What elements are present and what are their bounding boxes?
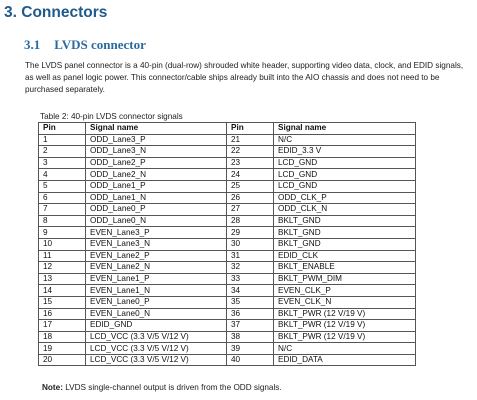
cell-pin-left: 10 (39, 238, 86, 250)
cell-pin-left: 20 (39, 354, 86, 366)
cell-signal-left: ODD_Lane2_N (86, 169, 227, 181)
cell-signal-left: ODD_Lane1_P (86, 180, 227, 192)
table-row (39, 215, 416, 227)
cell-pin-left: 8 (39, 215, 86, 227)
table-row (39, 238, 416, 250)
table-row (39, 169, 416, 181)
cell-signal-left: EVEN_Lane0_N (86, 308, 227, 320)
header-signal-right: Signal name (274, 123, 416, 135)
table-row (39, 343, 416, 355)
subsection-number: 3.1 (24, 37, 41, 52)
cell-pin-left: 18 (39, 331, 86, 343)
cell-signal-right: N/C (274, 134, 416, 146)
cell-signal-right: ODD_CLK_P (274, 192, 416, 204)
table-row (39, 331, 416, 343)
cell-pin-right: 38 (227, 331, 274, 343)
subsection-title: LVDS connector (54, 37, 146, 52)
cell-signal-left: EDID_GND (86, 320, 227, 332)
header-signal-left: Signal name (86, 123, 227, 135)
cell-pin-left: 2 (39, 146, 86, 158)
table-row (39, 250, 416, 262)
cell-signal-left: ODD_Lane3_N (86, 146, 227, 158)
cell-pin-left: 9 (39, 227, 86, 239)
table-caption: Table 2: 40-pin LVDS connector signals (40, 112, 183, 121)
cell-signal-left: EVEN_Lane1_N (86, 285, 227, 297)
table-row (39, 180, 416, 192)
section-number: 3. (4, 4, 17, 21)
cell-pin-right: 36 (227, 308, 274, 320)
cell-signal-left: LCD_VCC (3.3 V/5 V/12 V) (86, 343, 227, 355)
intro-paragraph: The LVDS panel connector is a 40-pin (dual-row) shrouded white header, supporting video data, clock, and EDID signals, as well as panel logic power. This connector/cable ships already built into the AIO chassis and does not need to be purchased separately. (25, 61, 464, 95)
header-pin-right: Pin (227, 123, 274, 135)
section-title: Connectors (21, 4, 108, 21)
cell-signal-right: N/C (274, 343, 416, 355)
cell-signal-right: BKLT_GND (274, 227, 416, 239)
cell-pin-left: 1 (39, 134, 86, 146)
table-row (39, 273, 416, 285)
cell-pin-right: 28 (227, 215, 274, 227)
cell-pin-left: 5 (39, 180, 86, 192)
cell-pin-right: 22 (227, 146, 274, 158)
cell-signal-left: ODD_Lane0_P (86, 204, 227, 216)
cell-pin-right: 30 (227, 238, 274, 250)
cell-pin-right: 31 (227, 250, 274, 262)
cell-pin-left: 15 (39, 296, 86, 308)
cell-signal-left: EVEN_Lane0_P (86, 296, 227, 308)
cell-pin-left: 14 (39, 285, 86, 297)
cell-signal-left: EVEN_Lane3_N (86, 238, 227, 250)
cell-signal-right: BKLT_ENABLE (274, 262, 416, 274)
table-row (39, 296, 416, 308)
table-row (39, 262, 416, 274)
table-row (39, 308, 416, 320)
cell-pin-left: 3 (39, 157, 86, 169)
table-row (39, 204, 416, 216)
table-row (39, 146, 416, 158)
cell-signal-left: EVEN_Lane1_P (86, 273, 227, 285)
cell-pin-right: 29 (227, 227, 274, 239)
header-pin-left: Pin (39, 123, 86, 135)
cell-signal-right: ODD_CLK_N (274, 204, 416, 216)
cell-pin-right: 33 (227, 273, 274, 285)
note (42, 383, 282, 392)
cell-signal-left: ODD_Lane0_N (86, 215, 227, 227)
pin-table-body (39, 134, 416, 366)
cell-signal-right: EDID_CLK (274, 250, 416, 262)
table-row (39, 157, 416, 169)
cell-signal-right: EDID_3.3 V (274, 146, 416, 158)
table-row (39, 192, 416, 204)
cell-pin-right: 25 (227, 180, 274, 192)
cell-pin-right: 27 (227, 204, 274, 216)
table-row (39, 354, 416, 366)
section-heading (4, 4, 107, 22)
cell-signal-right: EDID_DATA (274, 354, 416, 366)
cell-signal-right: EVEN_CLK_P (274, 285, 416, 297)
cell-pin-right: 23 (227, 157, 274, 169)
cell-pin-right: 35 (227, 296, 274, 308)
cell-pin-left: 19 (39, 343, 86, 355)
cell-signal-right: LCD_GND (274, 180, 416, 192)
cell-pin-left: 13 (39, 273, 86, 285)
cell-signal-left: LCD_VCC (3.3 V/5 V/12 V) (86, 354, 227, 366)
cell-signal-right: LCD_GND (274, 169, 416, 181)
cell-signal-left: LCD_VCC (3.3 V/5 V/12 V) (86, 331, 227, 343)
cell-signal-left: EVEN_Lane2_N (86, 262, 227, 274)
subsection-heading (24, 37, 146, 53)
table-row (39, 134, 416, 146)
cell-pin-left: 4 (39, 169, 86, 181)
cell-pin-right: 26 (227, 192, 274, 204)
cell-pin-right: 40 (227, 354, 274, 366)
cell-pin-left: 12 (39, 262, 86, 274)
cell-pin-left: 17 (39, 320, 86, 332)
cell-pin-left: 11 (39, 250, 86, 262)
cell-signal-left: EVEN_Lane3_P (86, 227, 227, 239)
note-label: Note: (42, 383, 63, 392)
cell-signal-left: ODD_Lane1_N (86, 192, 227, 204)
cell-signal-left: ODD_Lane3_P (86, 134, 227, 146)
cell-pin-right: 39 (227, 343, 274, 355)
cell-pin-right: 24 (227, 169, 274, 181)
cell-pin-right: 21 (227, 134, 274, 146)
cell-signal-right: BKLT_PWR (12 V/19 V) (274, 320, 416, 332)
cell-signal-right: LCD_GND (274, 157, 416, 169)
cell-pin-right: 34 (227, 285, 274, 297)
cell-signal-right: BKLT_GND (274, 238, 416, 250)
cell-signal-right: BKLT_PWM_DIM (274, 273, 416, 285)
pin-table (38, 122, 416, 366)
table-header-row (39, 123, 416, 135)
cell-signal-right: BKLT_PWR (12 V/19 V) (274, 331, 416, 343)
cell-pin-right: 32 (227, 262, 274, 274)
cell-signal-right: EVEN_CLK_N (274, 296, 416, 308)
cell-signal-right: BKLT_GND (274, 215, 416, 227)
cell-pin-left: 7 (39, 204, 86, 216)
cell-signal-left: ODD_Lane2_P (86, 157, 227, 169)
cell-pin-left: 16 (39, 308, 86, 320)
cell-pin-left: 6 (39, 192, 86, 204)
note-text: LVDS single-channel output is driven from the ODD signals. (65, 383, 282, 392)
table-row (39, 285, 416, 297)
cell-signal-left: EVEN_Lane2_P (86, 250, 227, 262)
cell-signal-right: BKLT_PWR (12 V/19 V) (274, 308, 416, 320)
table-row (39, 227, 416, 239)
cell-pin-right: 37 (227, 320, 274, 332)
table-row (39, 320, 416, 332)
